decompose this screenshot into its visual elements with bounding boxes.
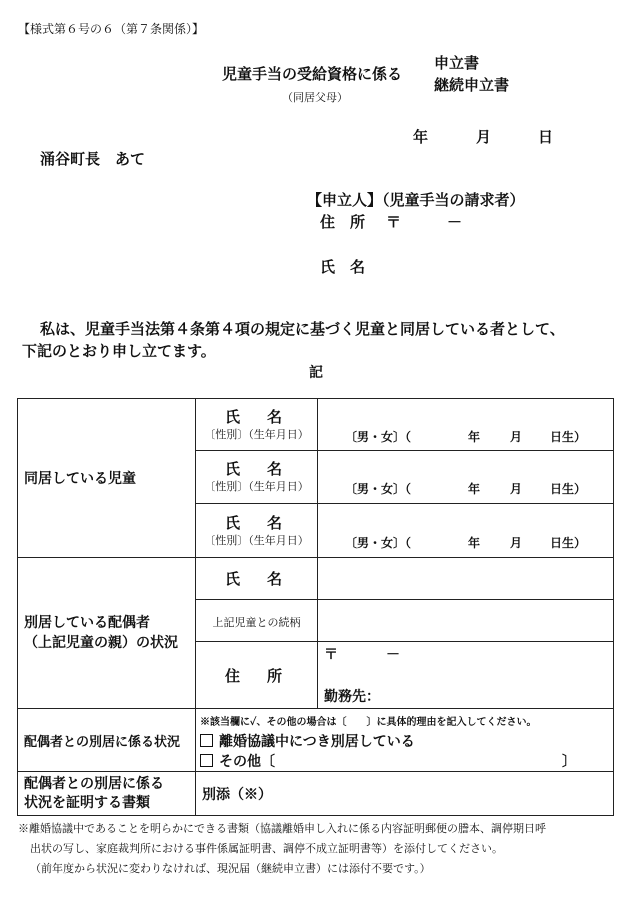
spouse-label-cell (18, 558, 196, 709)
ki-heading: 記 (309, 365, 323, 381)
date-month-label: 月 (476, 128, 492, 146)
option-other[interactable] (200, 751, 275, 771)
child-2-sex[interactable]: 〔男・女〕（ (345, 482, 412, 496)
addressee: 涌谷町長 あて (40, 150, 146, 168)
declaration-line-1: 私は、児童手当法第４条第４項の規定に基づく児童と同居している者として、 (40, 320, 565, 338)
date-year-label: 年 (413, 128, 429, 146)
spouse-postal-mark: 〒 (324, 647, 338, 663)
child-3-year: 年 (468, 536, 481, 550)
child-2-month: 月 (510, 482, 523, 496)
spouse-label-line-2: （上記児童の親）の状況 (24, 635, 178, 651)
child-1-sex[interactable]: 〔男・女〕（ (345, 430, 412, 444)
doc-type-application: 申立書 (434, 54, 480, 72)
separation-note: ※該当欄に✓、その他の場合は〔 〕に具体的理由を記入してください。 (200, 717, 537, 728)
form-number: 【様式第６号の６（第７条関係）】 (18, 22, 205, 36)
proof-label-cell (18, 772, 196, 816)
applicant-heading: 【申立人】（児童手当の請求者） (307, 191, 525, 209)
child-3-day: 日生） (550, 536, 587, 550)
spouse-address-label-cell (196, 642, 318, 709)
spouse-name-label-cell (196, 558, 318, 600)
spouse-name-field[interactable] (318, 558, 614, 600)
doc-type-continuation: 継続申立書 (434, 76, 510, 94)
separation-label-cell (18, 709, 196, 772)
checkbox-divorce-talks[interactable] (200, 734, 213, 747)
spouse-label-line-1: 別居している配偶者 (24, 615, 150, 631)
proof-value-cell (196, 772, 614, 816)
separation-options-cell (196, 709, 614, 772)
child-2-name-label-cell (196, 451, 318, 504)
spouse-workplace-label: 勤務先： (324, 689, 380, 705)
child-3-sub-label: 〔性別〕（生年月日） (204, 533, 309, 547)
spouse-relation-label-cell (196, 600, 318, 642)
option-divorce-talks[interactable] (200, 731, 415, 751)
proof-value: 別添（※） (202, 786, 272, 803)
proof-label-line-2: 状況を証明する書類 (24, 794, 150, 811)
spouse-name-label: 氏 名 (224, 570, 288, 588)
applicant-postal-dash: － (447, 213, 463, 231)
option-divorce-talks-label: 離婚協議中につき別居している (219, 734, 415, 750)
separation-label: 配偶者との別居に係る状況 (24, 734, 181, 750)
applicant-name-label: 氏 名 (320, 258, 366, 276)
child-1-name-label-cell (196, 399, 318, 451)
applicant-address-label: 住 所 (320, 213, 366, 231)
child-1-day: 日生） (550, 430, 587, 444)
application-table (17, 398, 614, 816)
child-1-sub-label: 〔性別〕（生年月日） (204, 427, 309, 441)
spouse-address-field[interactable] (318, 642, 614, 709)
date-day-label: 日 (538, 128, 554, 146)
form-title-sub: （同居父母） (282, 91, 348, 104)
child-3-month: 月 (510, 536, 523, 550)
applicant-postal-mark: 〒 (386, 213, 402, 231)
form-title: 児童手当の受給資格に係る (222, 65, 403, 83)
child-2-name-label: 氏 名 (224, 460, 288, 478)
footnote-line-3: （前年度から状況に変わりなければ、現況届（継続申立書）には添付不要です。） (30, 862, 431, 875)
spouse-postal-dash: － (386, 647, 400, 663)
footnote-line-2: 出状の写し、家庭裁判所における事件係属証明書、調停不成立証明書等）を添付してください。 (30, 842, 503, 855)
child-1-value-cell[interactable] (318, 399, 614, 451)
child-3-name-label-cell (196, 504, 318, 558)
cohabiting-children-label-cell (18, 399, 196, 558)
child-1-name-label: 氏 名 (224, 407, 288, 426)
spouse-relation-field[interactable] (318, 600, 614, 642)
option-other-label: その他〔 (219, 754, 275, 770)
cohabiting-children-label: 同居している児童 (24, 470, 136, 487)
checkbox-other[interactable] (200, 754, 213, 767)
spouse-relation-label: 上記児童との続柄 (212, 616, 301, 629)
child-1-month: 月 (510, 430, 523, 444)
child-3-sex[interactable]: 〔男・女〕（ (345, 536, 412, 550)
footnote-line-1: ※離婚協議中であることを明らかにできる書類（協議離婚申し入れに係る内容証明郵便の謄本、調停期日呼 (18, 822, 546, 835)
child-3-name-label: 氏 名 (224, 513, 288, 532)
option-other-close-bracket: 〕 (562, 754, 576, 770)
child-2-day: 日生） (550, 482, 587, 496)
proof-label-line-1: 配偶者との別居に係る (24, 775, 164, 792)
child-2-value-cell[interactable] (318, 451, 614, 504)
child-1-year: 年 (468, 430, 481, 444)
child-2-sub-label: 〔性別〕（生年月日） (204, 480, 309, 493)
child-2-year: 年 (468, 482, 481, 496)
child-3-value-cell[interactable] (318, 504, 614, 558)
declaration-line-2: 下記のとおり申し立てます。 (22, 342, 216, 360)
spouse-address-label: 住 所 (224, 666, 288, 685)
